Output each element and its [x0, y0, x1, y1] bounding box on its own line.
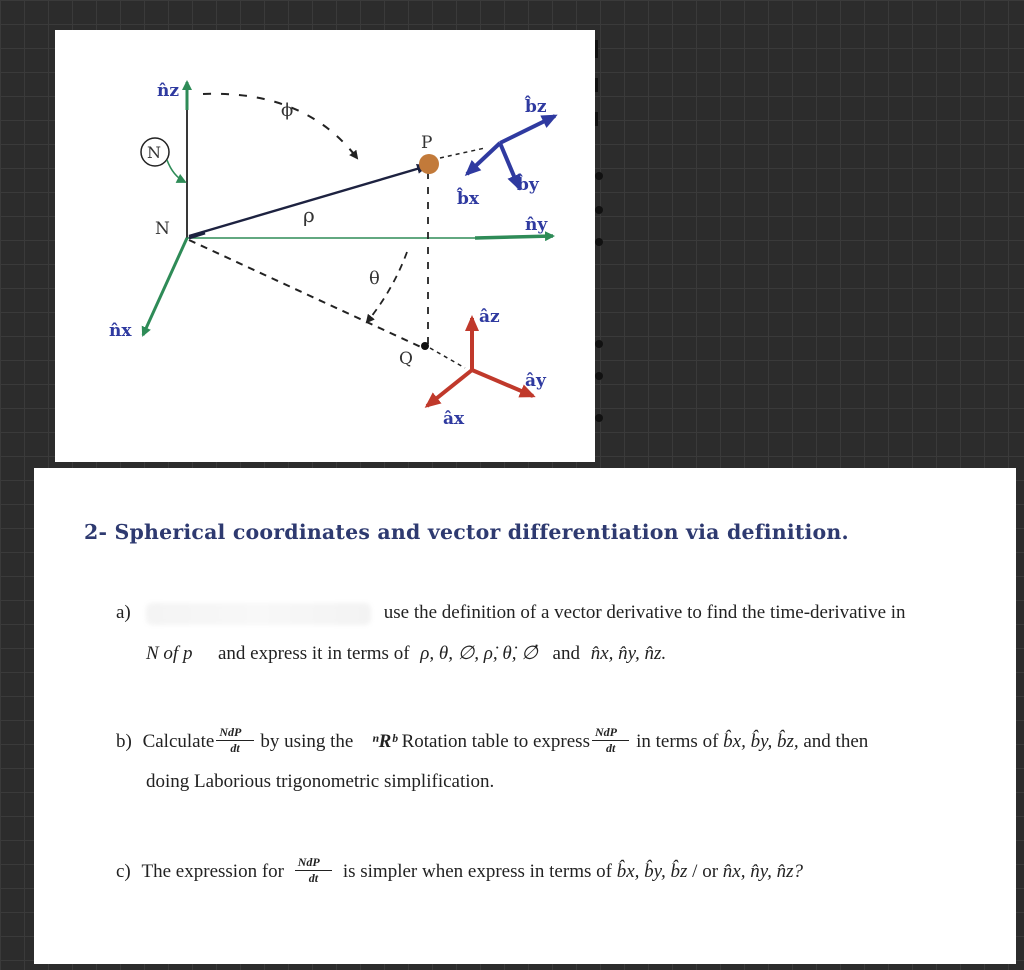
nx-label: n̂x	[109, 321, 132, 341]
cropped-side-content	[595, 30, 607, 462]
list-bullet	[595, 238, 603, 246]
question-a-line1	[146, 602, 906, 625]
rotation-matrix-symbol: ⁿRᵇ	[372, 730, 397, 752]
fraction-numerator: NdP⃗	[592, 726, 629, 741]
question-a-vector: N of p⃗	[146, 643, 208, 664]
question-a-text: use the definition of a vector derivative to find the time-derivative in	[383, 602, 906, 623]
projection-line	[189, 240, 423, 348]
spherical-coordinates-diagram	[55, 30, 595, 462]
phi-label: ϕ	[281, 100, 294, 121]
question-a-units: n̂x, n̂y, n̂z.	[590, 643, 667, 664]
question-b-text3: Rotation table to express	[401, 730, 590, 752]
b-frame	[467, 116, 555, 188]
a-frame	[427, 318, 533, 406]
cropped-mark	[595, 40, 598, 58]
fraction-denominator: dt	[605, 741, 616, 755]
ay-label: ây	[525, 371, 546, 391]
redacted-text	[146, 603, 371, 625]
ny-label: n̂y	[525, 215, 548, 235]
point-p-label: P	[421, 133, 433, 153]
list-bullet	[595, 372, 603, 380]
by-label: b̂y	[517, 175, 539, 195]
figure-panel	[55, 30, 595, 462]
fraction-numerator: NdP⃗	[295, 856, 332, 871]
question-b-line2: doing Laborious trigonometric simplification.	[146, 771, 495, 792]
list-bullet	[595, 172, 603, 180]
question-c-text1: The expression for	[141, 860, 284, 882]
question-a-vars: ρ, θ, ∅, ρ̇, θ̇, ∅̇	[420, 643, 538, 664]
fraction-denominator: dt	[230, 741, 240, 755]
derivative-fraction	[592, 726, 629, 755]
point-q-label: Q	[399, 349, 413, 369]
rho-label: ρ	[303, 203, 315, 227]
problem-panel	[34, 468, 1016, 964]
list-bullet	[595, 340, 603, 348]
fraction-denominator: dt	[308, 871, 319, 885]
question-b-text1: Calculate	[142, 730, 215, 752]
theta-label: θ	[369, 268, 380, 289]
bx-label: b̂x	[457, 189, 480, 209]
phi-arc	[203, 94, 357, 158]
problem-heading: 2- Spherical coordinates and vector differentiation via definition.	[84, 520, 849, 544]
question-b-line1	[116, 725, 869, 757]
nx-axis	[143, 238, 187, 335]
az-label: âz	[479, 307, 500, 327]
question-c-line	[116, 855, 803, 887]
question-c-text2: is simpler when express in terms of	[342, 860, 612, 882]
nz-label: n̂z	[157, 81, 180, 101]
bz-label: b̂z	[525, 97, 547, 117]
fraction-numerator: NdP⃗	[216, 726, 253, 741]
cropped-mark	[595, 112, 598, 126]
question-c-sep: / or	[692, 860, 719, 882]
question-c-label: c)	[116, 860, 131, 882]
question-b-text2: by using the	[260, 730, 354, 752]
question-c-units-n: n̂x, n̂y, n̂z?	[722, 860, 803, 882]
list-bullet	[595, 206, 603, 214]
question-a-label: a)	[116, 602, 131, 623]
question-b-units: b̂x, b̂y, b̂z,	[723, 730, 799, 752]
question-a-and: and	[552, 643, 580, 664]
point-p	[419, 154, 439, 174]
question-b-label: b)	[116, 730, 132, 752]
point-q	[421, 342, 429, 350]
derivative-fraction	[295, 856, 332, 885]
frame-circle-label: N	[147, 143, 161, 162]
question-b-text4: in terms of	[636, 730, 719, 752]
question-a-line2	[146, 642, 666, 665]
list-bullet	[595, 414, 603, 422]
ax-label: âx	[443, 409, 465, 429]
question-c-units-b: b̂x, b̂y, b̂z	[616, 860, 688, 882]
derivative-fraction	[216, 726, 253, 755]
cropped-mark	[595, 78, 598, 92]
question-b-text5: and then	[803, 730, 869, 752]
origin-label: N	[155, 219, 170, 239]
question-a-mid: and express it in terms of	[217, 643, 410, 664]
